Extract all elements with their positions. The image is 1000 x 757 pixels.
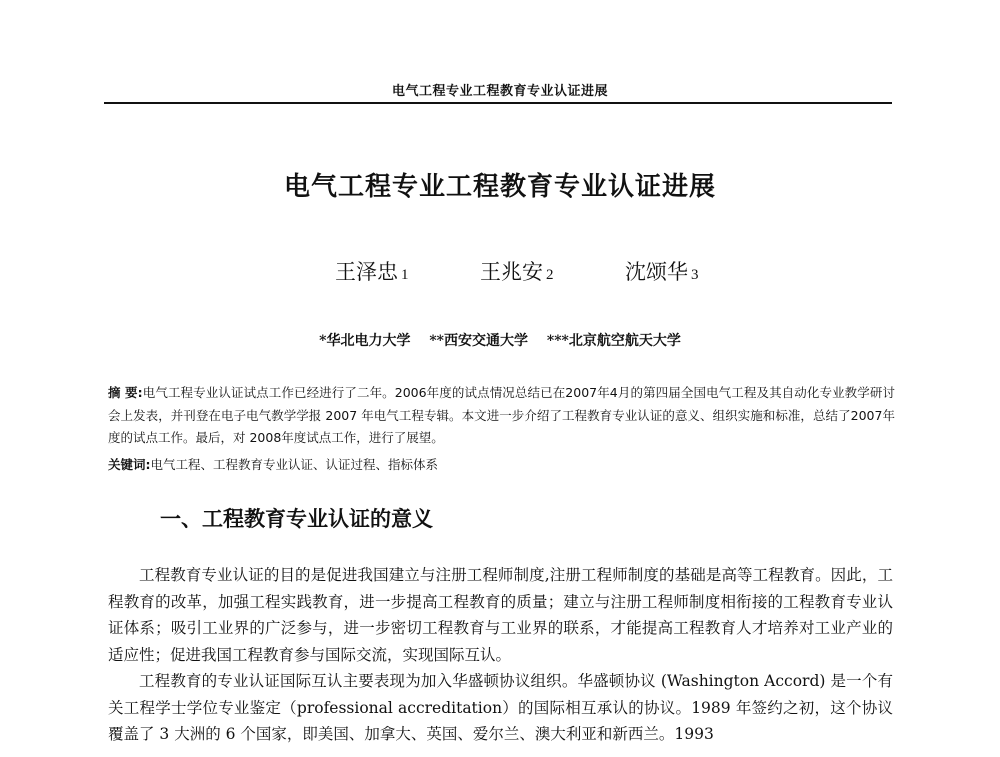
author-1 <box>335 256 409 286</box>
running-header: 电气工程专业工程教育专业认证进展 <box>391 84 608 99</box>
section-heading: 一、工程教育专业认证的意义 <box>160 507 433 531</box>
author-3 <box>625 256 699 286</box>
author-name: 王泽忠 <box>335 260 398 284</box>
body-paragraph: 工程教育的专业认证国际互认主要表现为加入华盛顿协议组织。华盛顿协议 (Washington Accord) 是一个有关工程学士学位专业鉴定（professional accreditation）的国际相互承认的协议。1989 年签约之初，这个协议覆盖了 3 大洲的 6 个国家，即美国、加拿大、英国、爱尔兰、澳大利亚和新西兰。1993 <box>108 672 893 743</box>
keywords <box>108 454 895 476</box>
author-2 <box>480 256 554 286</box>
keywords-text: 电气工程、工程教育专业认证、认证过程、指标体系 <box>150 457 439 472</box>
abstract <box>108 382 895 450</box>
abstract-label: 摘 要: <box>108 385 143 400</box>
abstract-text: 电气工程专业认证试点工作已经进行了二年。2006年度的试点情况总结已在2007年4月的第四届全国电气工程及其自动化专业教学研讨会上发表，并刊登在电子电气教学学报 2007 年电气工程专辑。本文进一步介绍了工程教育专业认证的意义、组织实施和标准，总结了2007年度的试点工作。最后，对 2008年度试点工作，进行了展望。 <box>108 385 895 445</box>
author-name: 沈颂华 <box>625 260 688 284</box>
author-mark: 1 <box>401 267 409 283</box>
keywords-label: 关键词: <box>108 457 151 472</box>
paper-title: 电气工程专业工程教育专业认证进展 <box>283 172 716 202</box>
author-mark: 2 <box>546 267 554 283</box>
author-name: 王兆安 <box>480 260 543 284</box>
header-rule <box>104 102 892 104</box>
author-mark: 3 <box>691 267 699 283</box>
body-text <box>108 562 893 748</box>
affiliations: *华北电力大学 **西安交通大学 ***北京航空航天大学 <box>319 333 681 349</box>
body-paragraph: 工程教育专业认证的目的是促进我国建立与注册工程师制度,注册工程师制度的基础是高等工程教育。因此，工程教育的改革，加强工程实践教育，进一步提高工程教育的质量；建立与注册工程师制度相衔接的工程教育专业认证体系；吸引工业界的广泛参与，进一步密切工程教育与工业界的联系，才能提高工程教育人才培养对工业产业的适应性；促进我国工程教育参与国际交流，实现国际互认。 <box>108 566 893 664</box>
